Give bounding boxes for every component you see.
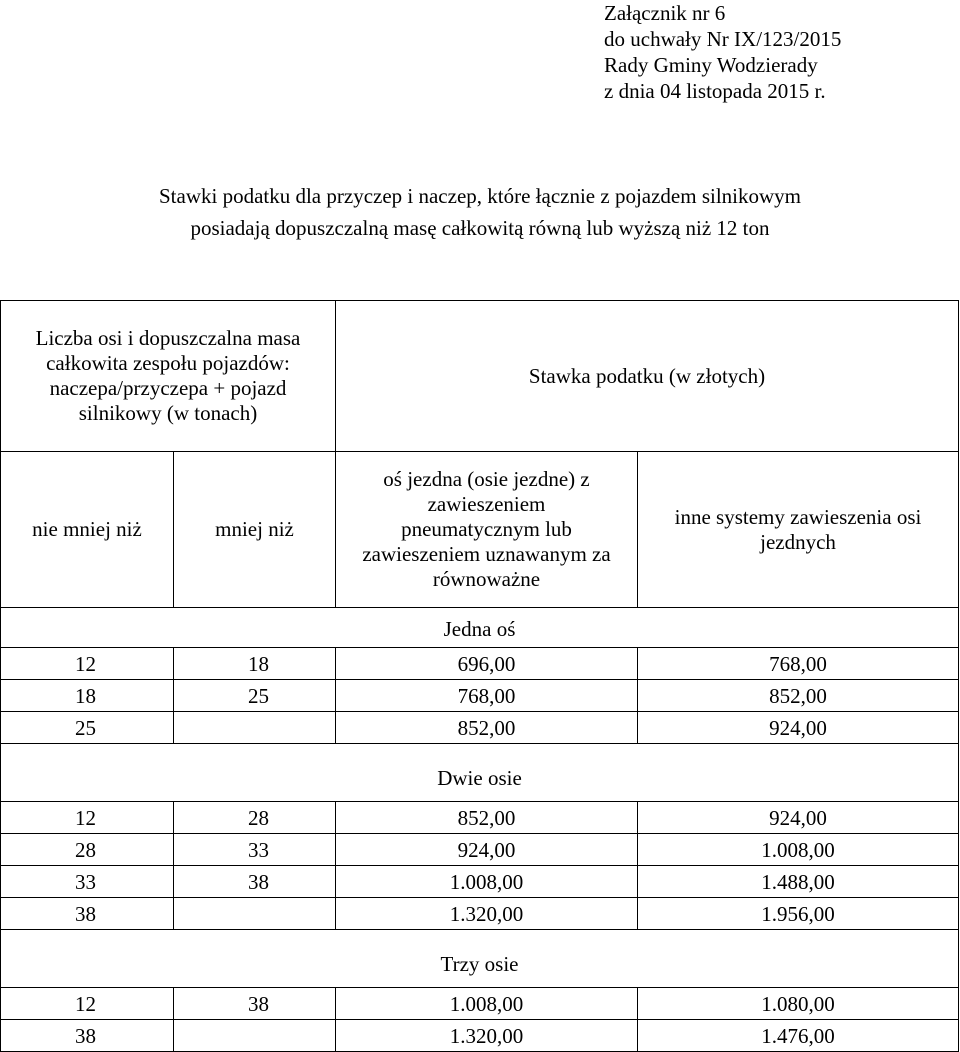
header-axes-weight: Liczba osi i dopuszczalna masa całkowita zespołu pojazdów: naczepa/przyczepa + pojazd silnikowy (w tonach) bbox=[1, 301, 336, 452]
section-label: Trzy osie bbox=[1, 930, 959, 988]
section-row bbox=[1, 608, 959, 648]
cell-min: 38 bbox=[1, 898, 174, 930]
cell-rate-pneumatic: 852,00 bbox=[336, 712, 638, 744]
table-row bbox=[1, 802, 959, 834]
cell-rate-other: 1.476,00 bbox=[638, 1020, 959, 1052]
section-label: Dwie osie bbox=[1, 744, 959, 802]
cell-rate-pneumatic: 924,00 bbox=[336, 834, 638, 866]
cell-min: 38 bbox=[1, 1020, 174, 1052]
annex-line-1: Załącznik nr 6 bbox=[604, 1, 726, 25]
cell-min: 12 bbox=[1, 988, 174, 1020]
document-title bbox=[0, 180, 960, 244]
cell-rate-pneumatic: 1.008,00 bbox=[336, 866, 638, 898]
table-row bbox=[1, 834, 959, 866]
cell-rate-pneumatic: 1.008,00 bbox=[336, 988, 638, 1020]
annex-line-2: do uchwały Nr IX/123/2015 bbox=[604, 27, 842, 51]
cell-min: 18 bbox=[1, 680, 174, 712]
cell-rate-other: 852,00 bbox=[638, 680, 959, 712]
cell-min: 28 bbox=[1, 834, 174, 866]
section-label: Jedna oś bbox=[1, 608, 959, 648]
cell-rate-other: 924,00 bbox=[638, 802, 959, 834]
header-pneumatic: oś jezdna (osie jezdne) z zawieszeniem pneumatycznym lub zawieszeniem uznawanym za równoważne bbox=[336, 452, 638, 608]
table-row bbox=[1, 898, 959, 930]
header-other: inne systemy zawieszenia osi jezdnych bbox=[638, 452, 959, 608]
section-row bbox=[1, 930, 959, 988]
annex-line-3: Rady Gminy Wodzierady bbox=[604, 53, 818, 77]
tax-rate-table-body bbox=[1, 301, 959, 1052]
title-line-2: posiadają dopuszczalną masę całkowitą równą lub wyższą niż 12 ton bbox=[190, 216, 770, 240]
section-row bbox=[1, 744, 959, 802]
cell-max: 28 bbox=[174, 802, 336, 834]
cell-rate-other: 1.008,00 bbox=[638, 834, 959, 866]
cell-max: 38 bbox=[174, 866, 336, 898]
cell-rate-other: 768,00 bbox=[638, 648, 959, 680]
cell-min: 33 bbox=[1, 866, 174, 898]
cell-rate-other: 924,00 bbox=[638, 712, 959, 744]
cell-max: 38 bbox=[174, 988, 336, 1020]
table-row bbox=[1, 680, 959, 712]
cell-max bbox=[174, 712, 336, 744]
cell-rate-other: 1.080,00 bbox=[638, 988, 959, 1020]
tax-rate-table bbox=[0, 300, 959, 1052]
header-row-1 bbox=[1, 301, 959, 452]
header-min: nie mniej niż bbox=[1, 452, 174, 608]
cell-max: 33 bbox=[174, 834, 336, 866]
cell-rate-pneumatic: 768,00 bbox=[336, 680, 638, 712]
cell-rate-pneumatic: 1.320,00 bbox=[336, 898, 638, 930]
cell-max: 25 bbox=[174, 680, 336, 712]
cell-rate-other: 1.956,00 bbox=[638, 898, 959, 930]
cell-rate-pneumatic: 1.320,00 bbox=[336, 1020, 638, 1052]
cell-max bbox=[174, 898, 336, 930]
cell-rate-pneumatic: 696,00 bbox=[336, 648, 638, 680]
cell-min: 25 bbox=[1, 712, 174, 744]
cell-max bbox=[174, 1020, 336, 1052]
table-row bbox=[1, 988, 959, 1020]
header-max: mniej niż bbox=[174, 452, 336, 608]
table-row bbox=[1, 648, 959, 680]
table-row bbox=[1, 866, 959, 898]
cell-max: 18 bbox=[174, 648, 336, 680]
cell-min: 12 bbox=[1, 802, 174, 834]
cell-rate-pneumatic: 852,00 bbox=[336, 802, 638, 834]
header-tax-rate: Stawka podatku (w złotych) bbox=[336, 301, 959, 452]
cell-rate-other: 1.488,00 bbox=[638, 866, 959, 898]
table-row bbox=[1, 1020, 959, 1052]
header-row-2 bbox=[1, 452, 959, 608]
title-line-1: Stawki podatku dla przyczep i naczep, które łącznie z pojazdem silnikowym bbox=[158, 184, 802, 208]
annex-header bbox=[604, 0, 841, 104]
cell-min: 12 bbox=[1, 648, 174, 680]
table-row bbox=[1, 712, 959, 744]
annex-line-4: z dnia 04 listopada 2015 r. bbox=[604, 79, 826, 103]
